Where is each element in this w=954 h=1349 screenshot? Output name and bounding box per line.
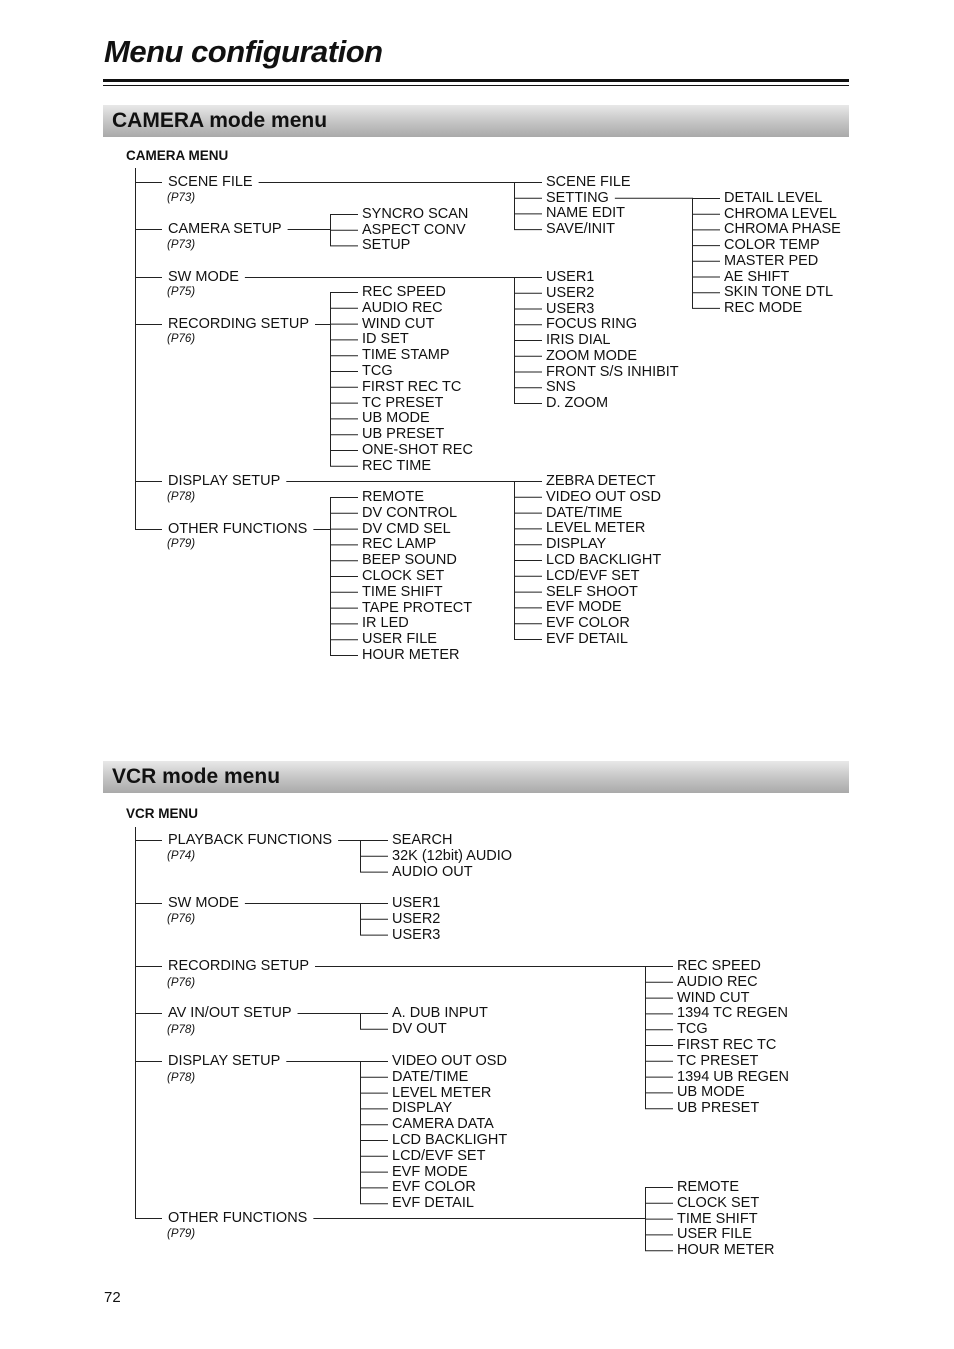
vcr-recording-setup-item: TCG xyxy=(677,1021,708,1038)
vcr-display-setup-item: EVF DETAIL xyxy=(392,1195,474,1212)
setting-item: SKIN TONE DTL xyxy=(724,284,834,301)
page-reference: (P78) xyxy=(167,1024,196,1036)
vcr-recording-setup-item: REC SPEED xyxy=(677,958,761,974)
display-setup-item: LCD/EVF SET xyxy=(546,567,640,584)
scene-file-item: SETTING xyxy=(546,189,609,206)
display-setup-item: EVF DETAIL xyxy=(546,631,628,647)
setting-item: DETAIL LEVEL xyxy=(724,190,823,206)
recording-setup-item: WIND CUT xyxy=(362,315,435,332)
other-functions-item: HOUR METER xyxy=(362,647,460,663)
recording-setup-item: AUDIO REC xyxy=(362,299,443,316)
other-functions-item: DV CMD SEL xyxy=(362,520,451,537)
camera-menu-item: RECORDING SETUP xyxy=(168,316,309,332)
display-setup-item: ZEBRA DETECT xyxy=(546,473,656,489)
setting-item: CHROMA PHASE xyxy=(724,221,841,238)
vcr-menu-item: AV IN/OUT SETUP xyxy=(168,1005,292,1021)
vcr-other-functions-item: HOUR METER xyxy=(677,1242,775,1259)
sw-mode-item: SNS xyxy=(546,379,576,396)
sw-mode-item: FRONT S/S INHIBIT xyxy=(546,363,679,380)
other-functions-item: DV CONTROL xyxy=(362,504,458,521)
camera-menu-root: CAMERA MENU xyxy=(126,148,229,163)
scene-file-item: SAVE/INIT xyxy=(546,221,616,238)
vcr-section-title: VCR mode menu xyxy=(112,765,281,788)
display-setup-item: DATE/TIME xyxy=(546,504,623,521)
recording-setup-item: UB PRESET xyxy=(362,426,445,443)
recording-setup-item: ONE-SHOT REC xyxy=(362,442,473,458)
display-setup-item: DISPLAY xyxy=(546,536,607,553)
page-reference: (P78) xyxy=(167,491,196,503)
page-reference: (P74) xyxy=(167,850,196,862)
page-reference: (P76) xyxy=(167,913,196,925)
vcr-other-functions-item: CLOCK SET xyxy=(677,1194,760,1211)
vcr-menu-item: RECORDING SETUP xyxy=(168,958,309,974)
other-functions-item: TAPE PROTECT xyxy=(362,599,473,616)
camera-menu-item: CAMERA SETUP xyxy=(168,221,282,237)
sw-mode-item: ZOOM MODE xyxy=(546,347,638,364)
recording-setup-item: UB MODE xyxy=(362,410,430,427)
page-reference: (P79) xyxy=(167,1228,196,1240)
other-functions-item: IR LED xyxy=(362,615,409,632)
other-functions-item: REMOTE xyxy=(362,489,425,505)
page-reference: (P79) xyxy=(167,538,196,550)
vcr-display-setup-item: VIDEO OUT OSD xyxy=(392,1053,507,1069)
vcr-recording-setup-item: 1394 UB REGEN xyxy=(677,1068,790,1085)
vcr-recording-setup-item: UB MODE xyxy=(677,1084,745,1101)
vcr-sw-mode-item: USER2 xyxy=(392,910,441,927)
sw-mode-item: USER2 xyxy=(546,284,595,301)
other-functions-item: TIME SHIFT xyxy=(362,583,443,600)
av-inout-setup-item: DV OUT xyxy=(392,1020,447,1037)
page-number: 72 xyxy=(104,1289,121,1306)
recording-setup-item: TCG xyxy=(362,363,393,379)
vcr-other-functions-item: TIME SHIFT xyxy=(677,1210,758,1227)
scene-file-item: NAME EDIT xyxy=(546,205,625,222)
vcr-display-setup-item: EVF COLOR xyxy=(392,1179,476,1196)
page-reference: (P75) xyxy=(167,286,196,298)
camera-menu-item: SCENE FILE xyxy=(168,174,253,190)
camera-setup-item: SETUP xyxy=(362,237,411,254)
page-reference: (P76) xyxy=(167,333,196,345)
setting-item: COLOR TEMP xyxy=(724,237,820,254)
vcr-recording-setup-item: FIRST REC TC xyxy=(677,1037,777,1053)
playback-functions-item: 32K (12bit) AUDIO xyxy=(392,847,513,864)
playback-functions-item: SEARCH xyxy=(392,832,453,848)
setting-item: AE SHIFT xyxy=(724,268,790,285)
camera-menu-item: DISPLAY SETUP xyxy=(168,473,281,489)
vcr-recording-setup-item: WIND CUT xyxy=(677,989,750,1006)
playback-functions-item: AUDIO OUT xyxy=(392,863,473,880)
page-reference: (P73) xyxy=(167,239,196,251)
vcr-menu-root: VCR MENU xyxy=(126,806,199,821)
display-setup-item: VIDEO OUT OSD xyxy=(546,488,661,505)
camera-menu-item: SW MODE xyxy=(168,269,239,285)
setting-item: CHROMA LEVEL xyxy=(724,205,837,222)
display-setup-item: SELF SHOOT xyxy=(546,583,638,600)
sw-mode-item: IRIS DIAL xyxy=(546,332,611,348)
display-setup-item: EVF COLOR xyxy=(546,615,630,632)
recording-setup-item: REC TIME xyxy=(362,457,432,474)
vcr-display-setup-item: DATE/TIME xyxy=(392,1068,469,1085)
recording-setup-item: REC SPEED xyxy=(362,284,446,300)
vcr-display-setup-item: LCD BACKLIGHT xyxy=(392,1132,508,1148)
recording-setup-item: ID SET xyxy=(362,331,409,348)
other-functions-item: CLOCK SET xyxy=(362,568,445,584)
other-functions-item: USER FILE xyxy=(362,631,437,648)
vcr-display-setup-item: DISPLAY xyxy=(392,1100,453,1117)
recording-setup-item: TC PRESET xyxy=(362,394,444,411)
other-functions-item: BEEP SOUND xyxy=(362,552,457,569)
camera-section-title: CAMERA mode menu xyxy=(112,109,328,132)
page-reference: (P78) xyxy=(167,1072,196,1084)
sw-mode-item: D. ZOOM xyxy=(546,395,609,411)
sw-mode-item: FOCUS RING xyxy=(546,316,638,333)
vcr-menu-item: SW MODE xyxy=(168,895,239,911)
display-setup-item: LCD BACKLIGHT xyxy=(546,552,662,568)
recording-setup-item: FIRST REC TC xyxy=(362,378,462,395)
page-reference: (P73) xyxy=(167,192,196,204)
vcr-recording-setup-item: TC PRESET xyxy=(677,1052,759,1069)
camera-menu-item: OTHER FUNCTIONS xyxy=(168,521,308,537)
vcr-menu-item: PLAYBACK FUNCTIONS xyxy=(168,832,333,848)
setting-item: MASTER PED xyxy=(724,252,819,269)
vcr-recording-setup-item: 1394 TC REGEN xyxy=(677,1005,788,1022)
camera-setup-item: ASPECT CONV xyxy=(362,221,466,238)
setting-item: REC MODE xyxy=(724,299,803,316)
av-inout-setup-item: A. DUB INPUT xyxy=(392,1005,488,1021)
recording-setup-item: TIME STAMP xyxy=(362,347,450,364)
vcr-display-setup-item: LCD/EVF SET xyxy=(392,1147,486,1164)
vcr-display-setup-item: CAMERA DATA xyxy=(392,1116,494,1133)
display-setup-item: EVF MODE xyxy=(546,599,622,616)
vcr-other-functions-item: USER FILE xyxy=(677,1226,752,1243)
vcr-recording-setup-item: AUDIO REC xyxy=(677,973,758,990)
display-setup-item: LEVEL METER xyxy=(546,520,646,537)
vcr-menu-item: DISPLAY SETUP xyxy=(168,1053,281,1069)
vcr-display-setup-item: EVF MODE xyxy=(392,1163,468,1180)
vcr-sw-mode-item: USER3 xyxy=(392,926,441,943)
vcr-sw-mode-item: USER1 xyxy=(392,895,441,911)
scene-file-item: SCENE FILE xyxy=(546,174,631,190)
page-title: Menu configuration xyxy=(104,34,383,69)
camera-setup-item: SYNCRO SCAN xyxy=(362,206,469,222)
vcr-recording-setup-item: UB PRESET xyxy=(677,1100,760,1117)
sw-mode-item: USER1 xyxy=(546,269,595,285)
vcr-menu-item: OTHER FUNCTIONS xyxy=(168,1210,308,1226)
sw-mode-item: USER3 xyxy=(546,300,595,317)
vcr-other-functions-item: REMOTE xyxy=(677,1179,740,1195)
vcr-display-setup-item: LEVEL METER xyxy=(392,1084,492,1101)
other-functions-item: REC LAMP xyxy=(362,536,437,553)
page-reference: (P76) xyxy=(167,977,196,989)
